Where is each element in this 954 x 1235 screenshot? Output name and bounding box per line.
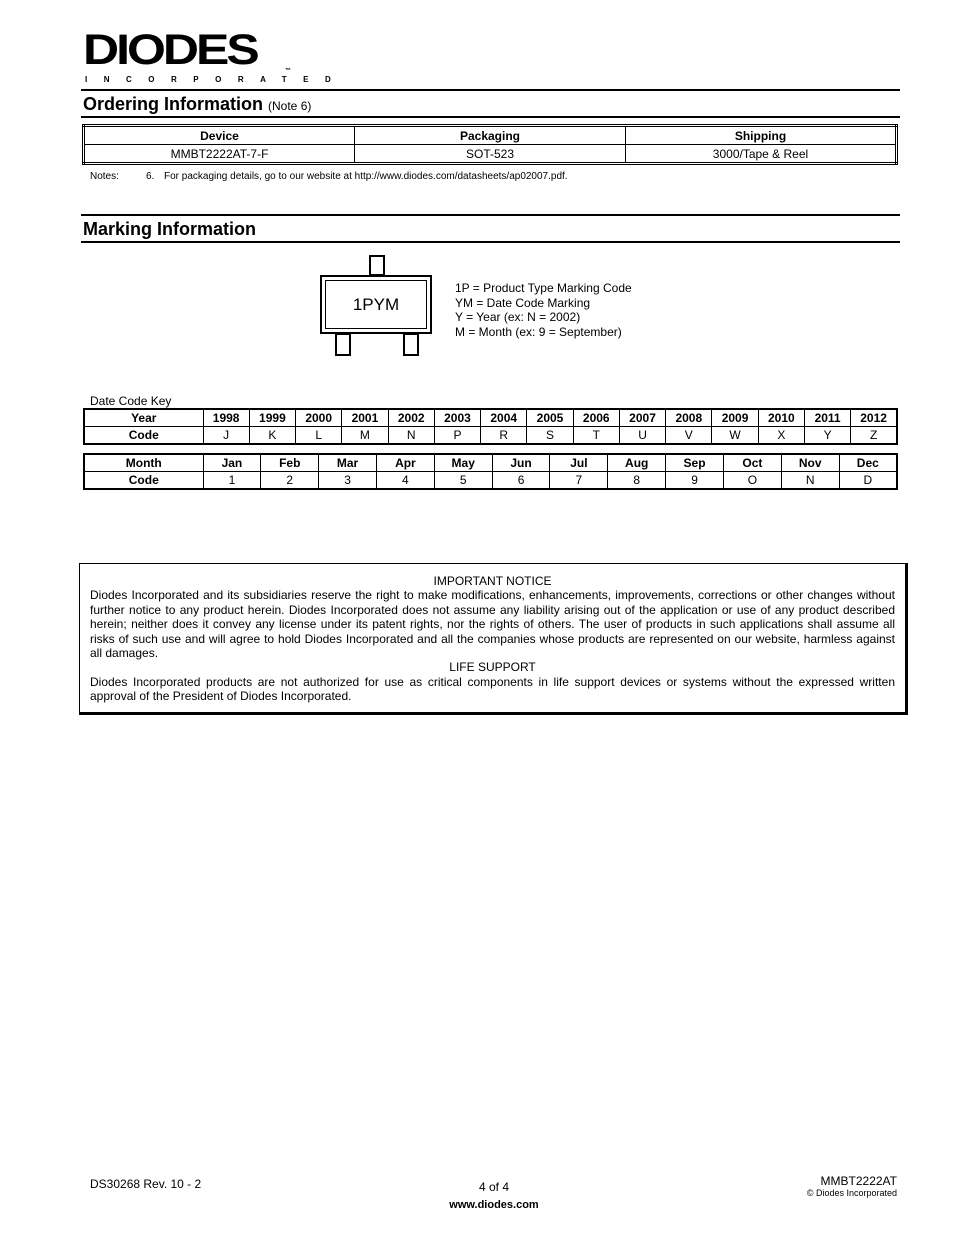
ordering-table bbox=[82, 124, 898, 165]
footer-part-info bbox=[807, 1174, 897, 1198]
ordering-col-device: Device bbox=[84, 126, 355, 145]
year-cell: 2010 bbox=[758, 409, 804, 427]
month-code-cell: N bbox=[781, 472, 839, 490]
year-cell: 1999 bbox=[249, 409, 295, 427]
year-cell: 2002 bbox=[388, 409, 434, 427]
footer-page-number: 4 of 4 bbox=[478, 1180, 510, 1194]
month-cell: Apr bbox=[376, 454, 434, 472]
year-cell: 1998 bbox=[203, 409, 249, 427]
month-code-row-label: Code bbox=[84, 472, 203, 490]
ordering-col-shipping: Shipping bbox=[626, 126, 897, 145]
year-code-cell: U bbox=[619, 427, 665, 445]
ordering-title-text: Ordering Information bbox=[83, 94, 263, 114]
year-code-cell: W bbox=[712, 427, 758, 445]
logo-trademark: ™ bbox=[285, 68, 291, 74]
month-code-cell: 8 bbox=[608, 472, 666, 490]
year-cell: 2006 bbox=[573, 409, 619, 427]
month-cell: Jan bbox=[203, 454, 261, 472]
year-code-table bbox=[83, 408, 898, 445]
ordering-shipping-cell: 3000/Tape & Reel bbox=[626, 145, 897, 164]
month-code-cell: 9 bbox=[666, 472, 724, 490]
month-code-cell: 3 bbox=[319, 472, 377, 490]
header-rule bbox=[81, 89, 900, 91]
year-code-row-label: Code bbox=[84, 427, 203, 445]
year-code-cell: V bbox=[666, 427, 712, 445]
month-cell: May bbox=[434, 454, 492, 472]
month-code-cell: 1 bbox=[203, 472, 261, 490]
logo-subtitle: INCORPORATED bbox=[85, 75, 348, 84]
month-cell: Sep bbox=[666, 454, 724, 472]
month-code-cell: O bbox=[723, 472, 781, 490]
year-code-cell: Z bbox=[851, 427, 897, 445]
month-code-cell: 4 bbox=[376, 472, 434, 490]
package-bottom-left-pin bbox=[335, 333, 351, 356]
important-notice-box bbox=[79, 563, 908, 715]
ordering-header-row bbox=[84, 126, 897, 145]
marking-legend bbox=[455, 281, 632, 339]
marking-top-rule bbox=[81, 214, 900, 216]
package-top-pin bbox=[369, 255, 385, 276]
year-code-cell: N bbox=[388, 427, 434, 445]
month-code-cell: 5 bbox=[434, 472, 492, 490]
notice-title: IMPORTANT NOTICE bbox=[433, 574, 552, 588]
year-code-row bbox=[84, 427, 897, 445]
footer-part-number: MMBT2222AT bbox=[820, 1174, 897, 1188]
year-row-label: Year bbox=[84, 409, 203, 427]
month-code-cell: 7 bbox=[550, 472, 608, 490]
marking-rule bbox=[81, 241, 900, 243]
year-cell: 2009 bbox=[712, 409, 758, 427]
year-code-cell: X bbox=[758, 427, 804, 445]
month-code-row bbox=[84, 472, 897, 490]
year-code-cell: L bbox=[296, 427, 342, 445]
year-code-cell: P bbox=[434, 427, 480, 445]
package-body bbox=[320, 275, 432, 334]
ordering-device-cell: MMBT2222AT-7-F bbox=[84, 145, 355, 164]
month-cell: Jul bbox=[550, 454, 608, 472]
life-support-body: Diodes Incorporated products are not authorized for use as critical components in life support devices or systems without the expressed written approval of the President of Diodes Incorporated. bbox=[90, 674, 895, 704]
year-cell: 2004 bbox=[481, 409, 527, 427]
year-code-cell: R bbox=[481, 427, 527, 445]
year-cell: 2003 bbox=[434, 409, 480, 427]
ordering-notes bbox=[90, 171, 568, 182]
year-cell: 2012 bbox=[851, 409, 897, 427]
ordering-note-ref: (Note 6) bbox=[268, 99, 312, 113]
month-cell: Mar bbox=[319, 454, 377, 472]
year-code-cell: K bbox=[249, 427, 295, 445]
footer-doc-id: DS30268 Rev. 10 - 2 bbox=[90, 1177, 202, 1191]
month-cell: Oct bbox=[723, 454, 781, 472]
note-text: For packaging details, go to our website at http://www.diodes.com/datasheets/ap02007.pdf. bbox=[164, 171, 568, 182]
year-cell: 2007 bbox=[619, 409, 665, 427]
month-code-cell: 2 bbox=[261, 472, 319, 490]
notice-body: Diodes Incorporated and its subsidiaries reserve the right to make modifications, enhancements, improvements, corrections or other changes without further notice to any product herein. Diodes Incorporated does not assume any liability arising out of the application or use of any product described herein; neither does it convey any license under its patent rights, nor the rights of others. The user of products in such applications shall assume all risks of such use and will agree to hold Diodes Incorporated and all the companies whose products are represented on our website, harmless against all damages. bbox=[90, 588, 895, 661]
month-row-label: Month bbox=[84, 454, 203, 472]
month-row bbox=[84, 454, 897, 472]
table-row bbox=[84, 145, 897, 164]
footer-copyright: © Diodes Incorporated bbox=[806, 1188, 897, 1198]
month-cell: Aug bbox=[608, 454, 666, 472]
diodes-logo: DIODES bbox=[83, 25, 257, 74]
legend-line: 1P = Product Type Marking Code bbox=[455, 281, 632, 295]
year-cell: 2000 bbox=[296, 409, 342, 427]
month-cell: Nov bbox=[781, 454, 839, 472]
date-code-key-label: Date Code Key bbox=[90, 394, 172, 408]
year-code-cell: S bbox=[527, 427, 573, 445]
notes-label: Notes: bbox=[90, 171, 119, 182]
package-bottom-right-pin bbox=[403, 333, 419, 356]
year-row bbox=[84, 409, 897, 427]
ordering-rule bbox=[81, 116, 900, 118]
ordering-packaging-cell: SOT-523 bbox=[355, 145, 626, 164]
year-code-cell: Y bbox=[804, 427, 850, 445]
year-cell: 2008 bbox=[666, 409, 712, 427]
year-code-cell: T bbox=[573, 427, 619, 445]
month-cell: Jun bbox=[492, 454, 550, 472]
year-cell: 2001 bbox=[342, 409, 388, 427]
month-cell: Feb bbox=[261, 454, 319, 472]
note-number: 6. bbox=[146, 171, 155, 182]
month-code-cell: D bbox=[839, 472, 897, 490]
month-cell: Dec bbox=[839, 454, 897, 472]
life-support-title: LIFE SUPPORT bbox=[449, 660, 536, 675]
marking-title: Marking Information bbox=[83, 219, 257, 239]
legend-line: Y = Year (ex: N = 2002) bbox=[455, 310, 581, 324]
package-marking-code: 1PYM bbox=[352, 295, 400, 314]
year-cell: 2011 bbox=[804, 409, 850, 427]
ordering-title bbox=[83, 94, 311, 115]
ordering-col-packaging: Packaging bbox=[355, 126, 626, 145]
year-cell: 2005 bbox=[527, 409, 573, 427]
footer-website-link[interactable]: www.diodes.com bbox=[449, 1199, 539, 1211]
legend-line: M = Month (ex: 9 = September) bbox=[455, 324, 622, 339]
legend-line: YM = Date Code Marking bbox=[455, 295, 591, 310]
month-code-cell: 6 bbox=[492, 472, 550, 490]
year-code-cell: M bbox=[342, 427, 388, 445]
year-code-cell: J bbox=[203, 427, 249, 445]
month-code-table bbox=[83, 453, 898, 490]
